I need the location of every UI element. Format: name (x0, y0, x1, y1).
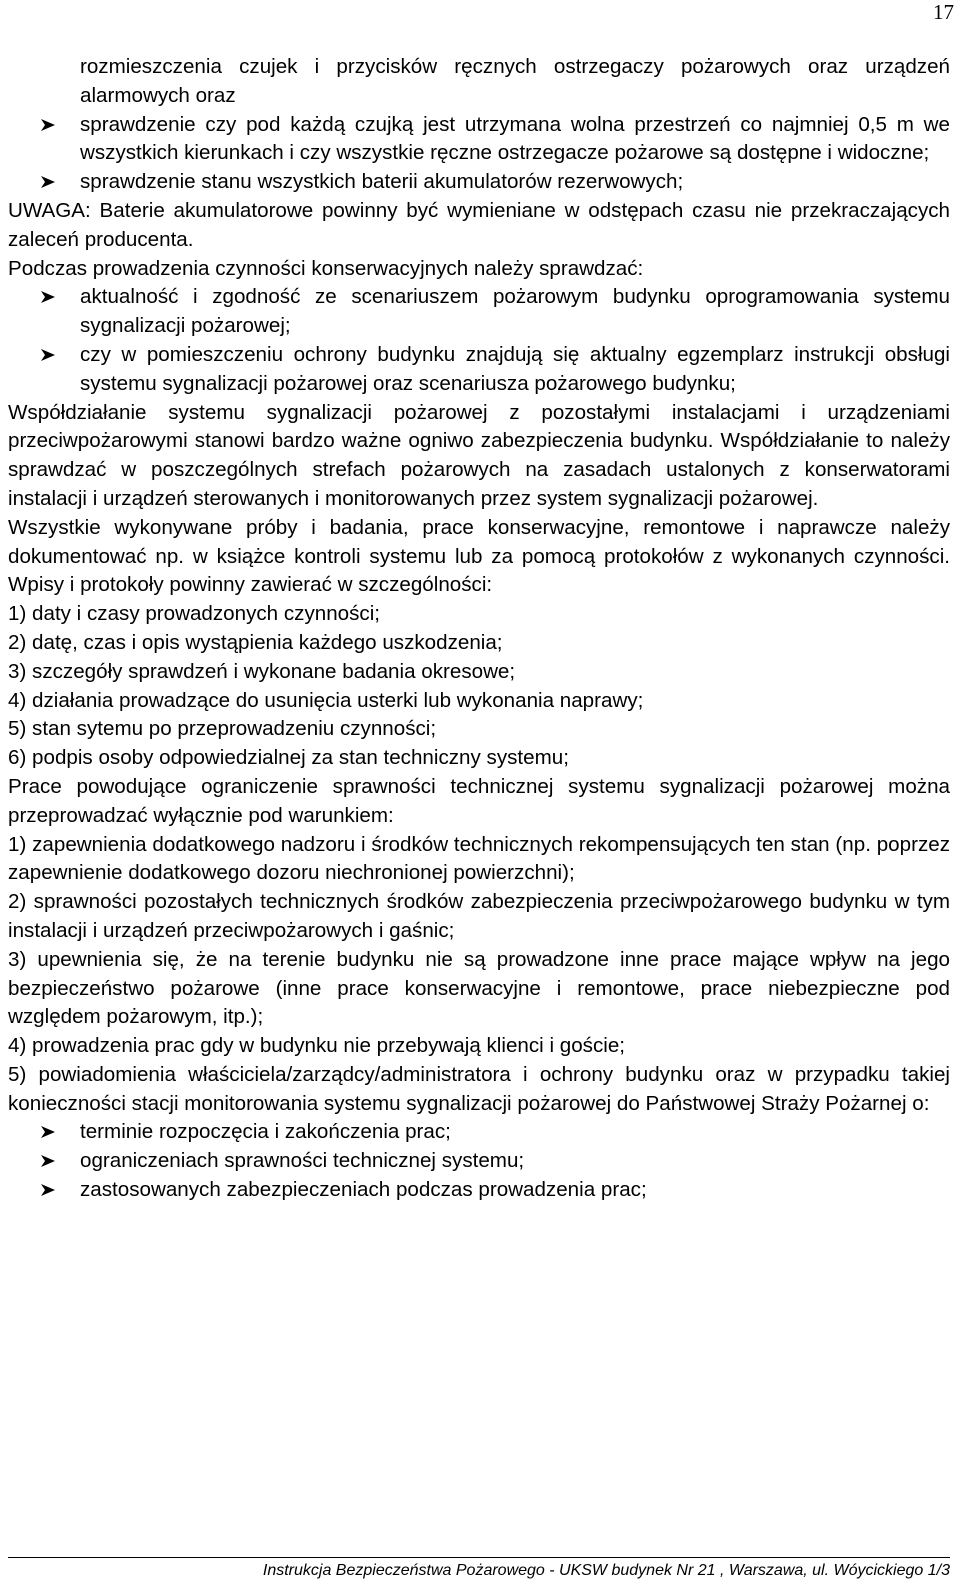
list-item: 2) sprawności pozostałych technicznych środków zabezpieczenia przeciwpożarowego budynku w tym instalacji i urządzeń przeciwpożarowych i gaśnic; (8, 890, 950, 942)
page-footer: Instrukcja Bezpieczeństwa Pożarowego - UKSW budynek Nr 21 , Warszawa, ul. Wóycickiego 1/3 (262, 1562, 950, 1579)
list-item: 3) szczegóły sprawdzeń i wykonane badania okresowe; (8, 659, 516, 683)
list-item: 5) stan sytemu po przeprowadzeniu czynności; (8, 717, 437, 741)
arrowhead-bullet-icon (38, 341, 62, 369)
paragraph-documentation: Wszystkie wykonywane próby i badania, prace konserwacyjne, remontowe i naprawcze należy dokumentować np. w książce kontroli systemu lub za pomocą protokołów z wykonanych czynności. Wpisy i protokoły powinny zawierać w szczególności: (8, 515, 950, 597)
warning-paragraph: UWAGA: Baterie akumulatorowe powinny być wymieniane w odstępach czasu nie przekraczających zaleceń producenta. (8, 198, 950, 251)
page-number: 17 (933, 0, 954, 24)
bullet-item (8, 111, 950, 169)
bullet-text: zastosowanych zabezpieczeniach podczas prowadzenia prac; (80, 1178, 647, 1202)
paragraph-cooperation: Współdziałanie systemu sygnalizacji pożarowej z pozostałymi instalacjami i urządzeniami przeciwpożarowymi stanowi bardzo ważne ogniwo zabezpieczenia budynku. Współdziałanie to należy sprawdzać w poszczególnych strefach pożarowych na zasadach ustalonych z konserwatorami instalacji i urządzeń sterowanych i monitorowanych przez system sygnalizacji pożarowej. (8, 400, 950, 510)
bullet-text: terminie rozpoczęcia i zakończenia prac; (80, 1120, 451, 1144)
list-item: 5) powiadomienia właściciela/zarządcy/administratora i ochrony budynku oraz w przypadku takiej konieczności stacji monitorowania systemu sygnalizacji pożarowej do Państwowej Straży Pożarnej o: (8, 1062, 950, 1115)
conditions-list (8, 831, 950, 1119)
arrowhead-bullet-icon (38, 1176, 62, 1204)
bullet-item (8, 283, 950, 341)
bullet-text: ograniczeniach sprawności technicznej systemu; (80, 1149, 525, 1173)
bullet-text: aktualność i zgodność ze scenariuszem pożarowym budynku oprogramowania systemu sygnalizacji pożarowej; (80, 285, 950, 338)
bullet-item (8, 1147, 950, 1176)
list-item: 1) daty i czasy prowadzonych czynności; (8, 602, 380, 626)
numbered-list (8, 600, 950, 773)
document-body (8, 53, 950, 1205)
bullet-item (8, 168, 950, 197)
arrowhead-bullet-icon (38, 1118, 62, 1146)
list-item: 4) działania prowadzące do usunięcia usterki lub wykonania naprawy; (8, 688, 644, 712)
arrowhead-bullet-icon (38, 1147, 62, 1175)
list-item: 2) datę, czas i opis wystąpienia każdego uszkodzenia; (8, 630, 503, 654)
bullet-text: czy w pomieszczeniu ochrony budynku znajdują się aktualny egzemplarz instrukcji obsługi systemu sygnalizacji pożarowej oraz scenariusza pożarowego budynku; (80, 342, 950, 395)
list-item: 1) zapewnienia dodatkowego nadzoru i środków technicznych rekompensujących ten stan (np. poprzez zapewnienie dodatkowego dozoru niechronionej powierzchni); (8, 832, 950, 885)
list-item: 4) prowadzenia prac gdy w budynku nie przebywają klienci i goście; (8, 1034, 625, 1058)
bullet-text: sprawdzenie czy pod każdą czujką jest utrzymana wolna przestrzeń co najmniej 0,5 m we wszystkich kierunkach i czy wszystkie ręczne ostrzegacze pożarowe są dostępne i widoczne; (80, 112, 950, 165)
bullet-item (8, 1118, 950, 1147)
arrowhead-bullet-icon (38, 111, 62, 139)
paragraph-conditions: Prace powodujące ograniczenie sprawności technicznej systemu sygnalizacji pożarowej można przeprowadzać wyłącznie pod warunkiem: (8, 774, 950, 827)
bullet-item (8, 1176, 950, 1205)
footer-divider (8, 1557, 950, 1558)
arrowhead-bullet-icon (38, 168, 62, 196)
paragraph-list-continuation: rozmieszczenia czujek i przycisków ręcznych ostrzegaczy pożarowych oraz urządzeń alarmowych oraz (80, 55, 950, 107)
bullet-item (8, 341, 950, 399)
list-item: 3) upewnienia się, że na terenie budynku nie są prowadzone inne prace mające wpływ na jego bezpieczeństwo pożarowe (inne prace konserwacyjne i remontowe, prace niebezpieczne pod względem pożarowym, itp.); (8, 947, 950, 1029)
bullet-text: sprawdzenie stanu wszystkich baterii akumulatorów rezerwowych; (80, 170, 684, 194)
list-item: 6) podpis osoby odpowiedzialnej za stan techniczny systemu; (8, 746, 569, 770)
paragraph-intro: Podczas prowadzenia czynności konserwacyjnych należy sprawdzać: (8, 256, 644, 280)
arrowhead-bullet-icon (38, 283, 62, 311)
